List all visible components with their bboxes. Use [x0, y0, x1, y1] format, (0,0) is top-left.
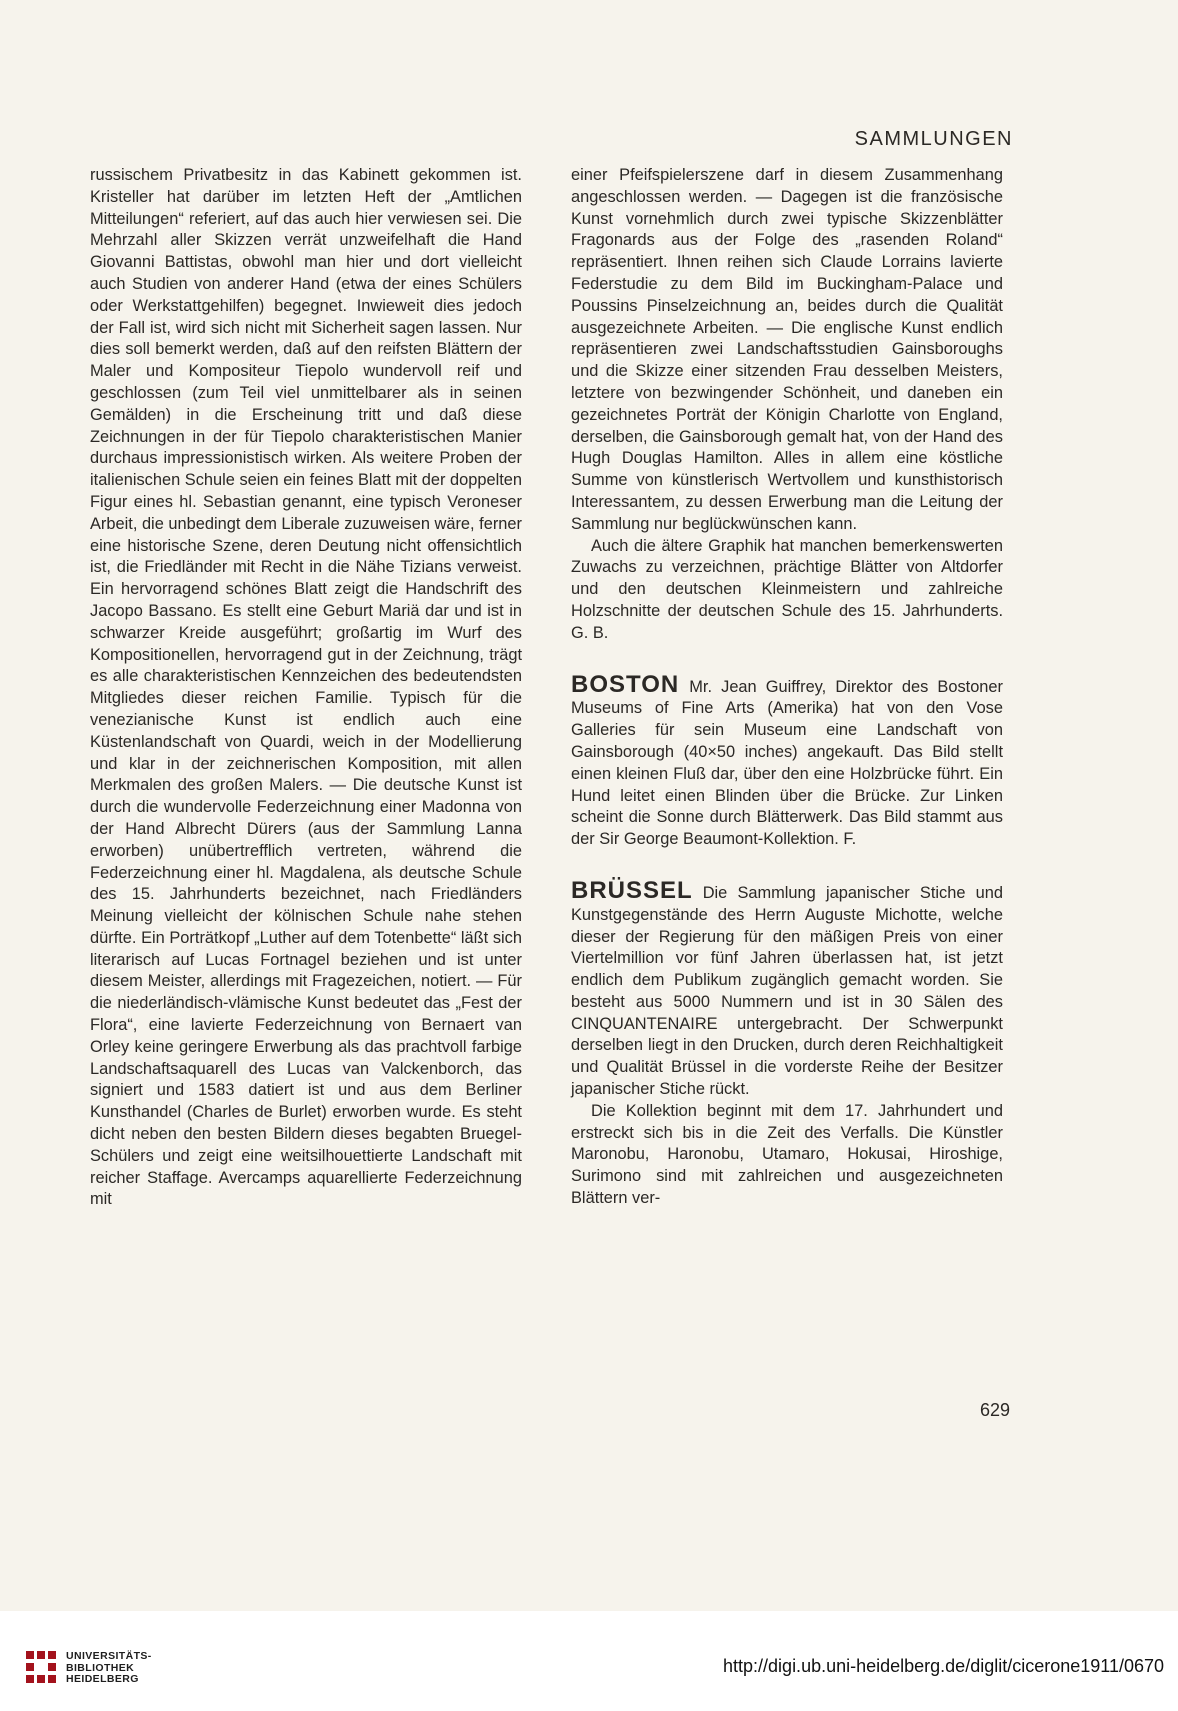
library-name-line-2: BIBLIOTHEK	[66, 1661, 135, 1674]
bruessel-text: Die Sammlung japanischer Stiche und Kunstgegenstände des Herrn Auguste Michotte, welche dieser der Regierung für den mäßigen Preis von einer Viertelmillion vor fünf Jahren überlassen hat, ist jetzt endlich dem Publikum zugänglich gemacht worden. Sie besteht aus 5000 Nummern und ist in 30 Sälen des CINQUANTENAIRE untergebracht. Der Schwerpunkt derselben liegt in den Drucken, durch deren Reichhaltigkeit und Qualität Brüssel in die vorderste Reihe der Besitzer japanischer Stiche rückt.	[571, 883, 1003, 1099]
library-name	[66, 1651, 152, 1686]
running-head: SAMMLUNGEN	[854, 128, 1013, 150]
library-name-line-3: HEIDELBERG	[66, 1673, 139, 1685]
boston-section	[571, 670, 1003, 851]
left-paragraph-1: russischem Privatbesitz in das Kabinett gekommen ist. Kristeller hat darüber im letzten Heft der „Amtlichen Mitteilungen“ referiert, auf das auch hier verwiesen sei. Die Mehrzahl aller Skizzen verrät unzweifelhaft die Hand Giovanni Battistas, obwohl man hier und dort vielleicht auch Studien von anderer Hand (etwa der eines Schülers oder Werkstattgehilfen) begegnet. Inwieweit dies jedoch der Fall ist, wird sich nicht mit Sicherheit sagen lassen. Nur dies soll bemerkt werden, daß auf den reifsten Blättern der Maler und Kompositeur Tiepolo wundervoll reif und geschlossen (zum Teil viel unmittelbarer als in seinen Gemälden) in die Erscheinung tritt und daß diese Zeichnungen in der für Tiepolo charakteristischen Manier durchaus impressionistisch wirken. Als weitere Proben der italienischen Schule seien ein feines Blatt mit der doppelten Figur eines hl. Sebastian genannt, eine typisch Veroneser Arbeit, die unbedingt dem Liberale zuzuweisen wäre, ferner eine historische Szene, deren Deutung nicht offensichtlich ist, die Friedländer mit Recht in die Nähe Tizians verweist. Ein hervorragend schönes Blatt zeigt die Handschrift des Jacopo Bassano. Es stellt eine Geburt Mariä dar und ist in schwarzer Kreide ausgeführt; großartig im Wurf des Kompositionellen, hervorragend gut in der Zeichnung, trägt es alle charakteristischen Kennzeichen des bedeutendsten Mitgliedes dieser reichen Familie. Typisch für die venezianische Kunst ist endlich auch eine Küstenlandschaft von Quardi, weich in der Modellierung und klar in der zeichnerischen Komposition, mit allen Merkmalen des großen Malers. — Die deutsche Kunst ist durch die wundervolle Federzeichnung einer Madonna von der Hand Albrecht Dürers (aus der Sammlung Lanna erworben) unübertrefflich vertreten, während die Federzeichnung einer hl. Magdalena, als deutsche Schule des 15. Jahrhunderts bezeichnet, nach Friedländers Meinung vielleicht der kölnischen Schule nahe stehen dürfte. Ein Porträtkopf „Luther auf dem Totenbette“ läßt sich literarisch auf Lucas Fortnagel beziehen und ist unter diesem Meister, allerdings mit Fragezeichen, notiert. — Für die niederländisch-vlämische Kunst bedeutet das „Fest der Flora“, eine lavierte Federzeichnung von Bernaert van Orley keine geringere Erwerbung als das prachtvoll farbige Landschaftsaquarell des Lucas van Valckenborch, das signiert und 1583 datiert ist und aus dem Berliner Kunsthandel (Charles de Burlet) erworben wurde. Es steht dicht neben den besten Bildern dieses begabten Bruegel-Schülers und zeigt eine weitsilhouettierte Landschaft mit reicher Staffage. Avercamps aquarellierte Federzeichnung mit	[90, 166, 522, 1209]
boston-text: Mr. Jean Guiffrey, Direktor des Bostoner Museums of Fine Arts (Amerika) hat von den Vose Galleries für sein Museum eine Landschaft von Gainsborough (40×50 inches) angekauft. Das Bild stellt einen kleinen Fluß dar, über den eine Holzbrücke führt. Ein Hund leitet einen Blinden über die Brücke. Zur Linken scheint die Sonne durch Blätterwerk. Das Bild stammt aus der Sir George Beaumont-Kollektion. F.	[571, 677, 1003, 849]
library-name-line-1: UNIVERSITÄTS-	[66, 1650, 152, 1662]
bruessel-paragraph-2: Die Kollektion beginnt mit dem 17. Jahrhundert und erstreckt sich bis in die Zeit des Verfalls. Die Künstler Maronobu, Haronobu, Utamaro, Hokusai, Hiroshige, Surimono sind mit zahlreichen und ausgezeichneten Blättern ver-	[571, 1101, 1003, 1208]
permalink-url[interactable]: http://digi.ub.uni-heidelberg.de/diglit/cicerone1911/0670	[723, 1656, 1164, 1676]
bruessel-paragraph	[571, 876, 1003, 1101]
right-paragraph-1: einer Pfeifspielerszene darf in diesem Zusammenhang angeschlossen werden. — Dagegen ist die französische Kunst vornehmlich durch zwei typische Skizzenblätter Fragonards aus der Folge des „rasenden Roland“ repräsentiert. Ihnen reihen sich Claude Lorrains lavierte Federstudie zu dem Bild im Buckingham-Palace und Poussins Pinselzeichnung an, beides durch die Qualität ausgezeichnete Arbeiten. — Die englische Kunst endlich repräsentieren zwei Landschaftsstudien Gainsboroughs und die Skizze einer sitzenden Frau desselben Meisters, letztere von bezwingender Schönheit, und daneben ein gezeichnetes Porträt der Königin Charlotte von England, derselben, die Gainsborough gemalt hat, von der Hand des Hugh Douglas Hamilton. Alles in allem eine köstliche Summe von künstlerisch Wertvollem und kunsthistorisch Interessantem, zu dessen Erwerbung man die Leitung der Sammlung nur beglückwünschen kann.	[571, 166, 1003, 533]
page-number: 629	[979, 1400, 1010, 1420]
bruessel-section	[571, 876, 1003, 1210]
university-library-logo-icon	[26, 1651, 56, 1683]
viewer-footer	[0, 1611, 1178, 1711]
bruessel-heading: BRÜSSEL	[571, 876, 693, 904]
right-paragraph-2: Auch die ältere Graphik hat manchen bemerkenswerten Zuwachs zu verzeichnen, prächtige Blätter von Altdorfer und den deutschen Kleinmeistern und zahlreiche Holzschnitte der deutschen Schule des 15. Jahrhunderts. G. B.	[571, 536, 1003, 642]
right-column	[571, 165, 1003, 1210]
boston-paragraph	[571, 670, 1003, 851]
boston-heading: BOSTON	[571, 670, 680, 698]
left-column	[90, 165, 522, 1211]
